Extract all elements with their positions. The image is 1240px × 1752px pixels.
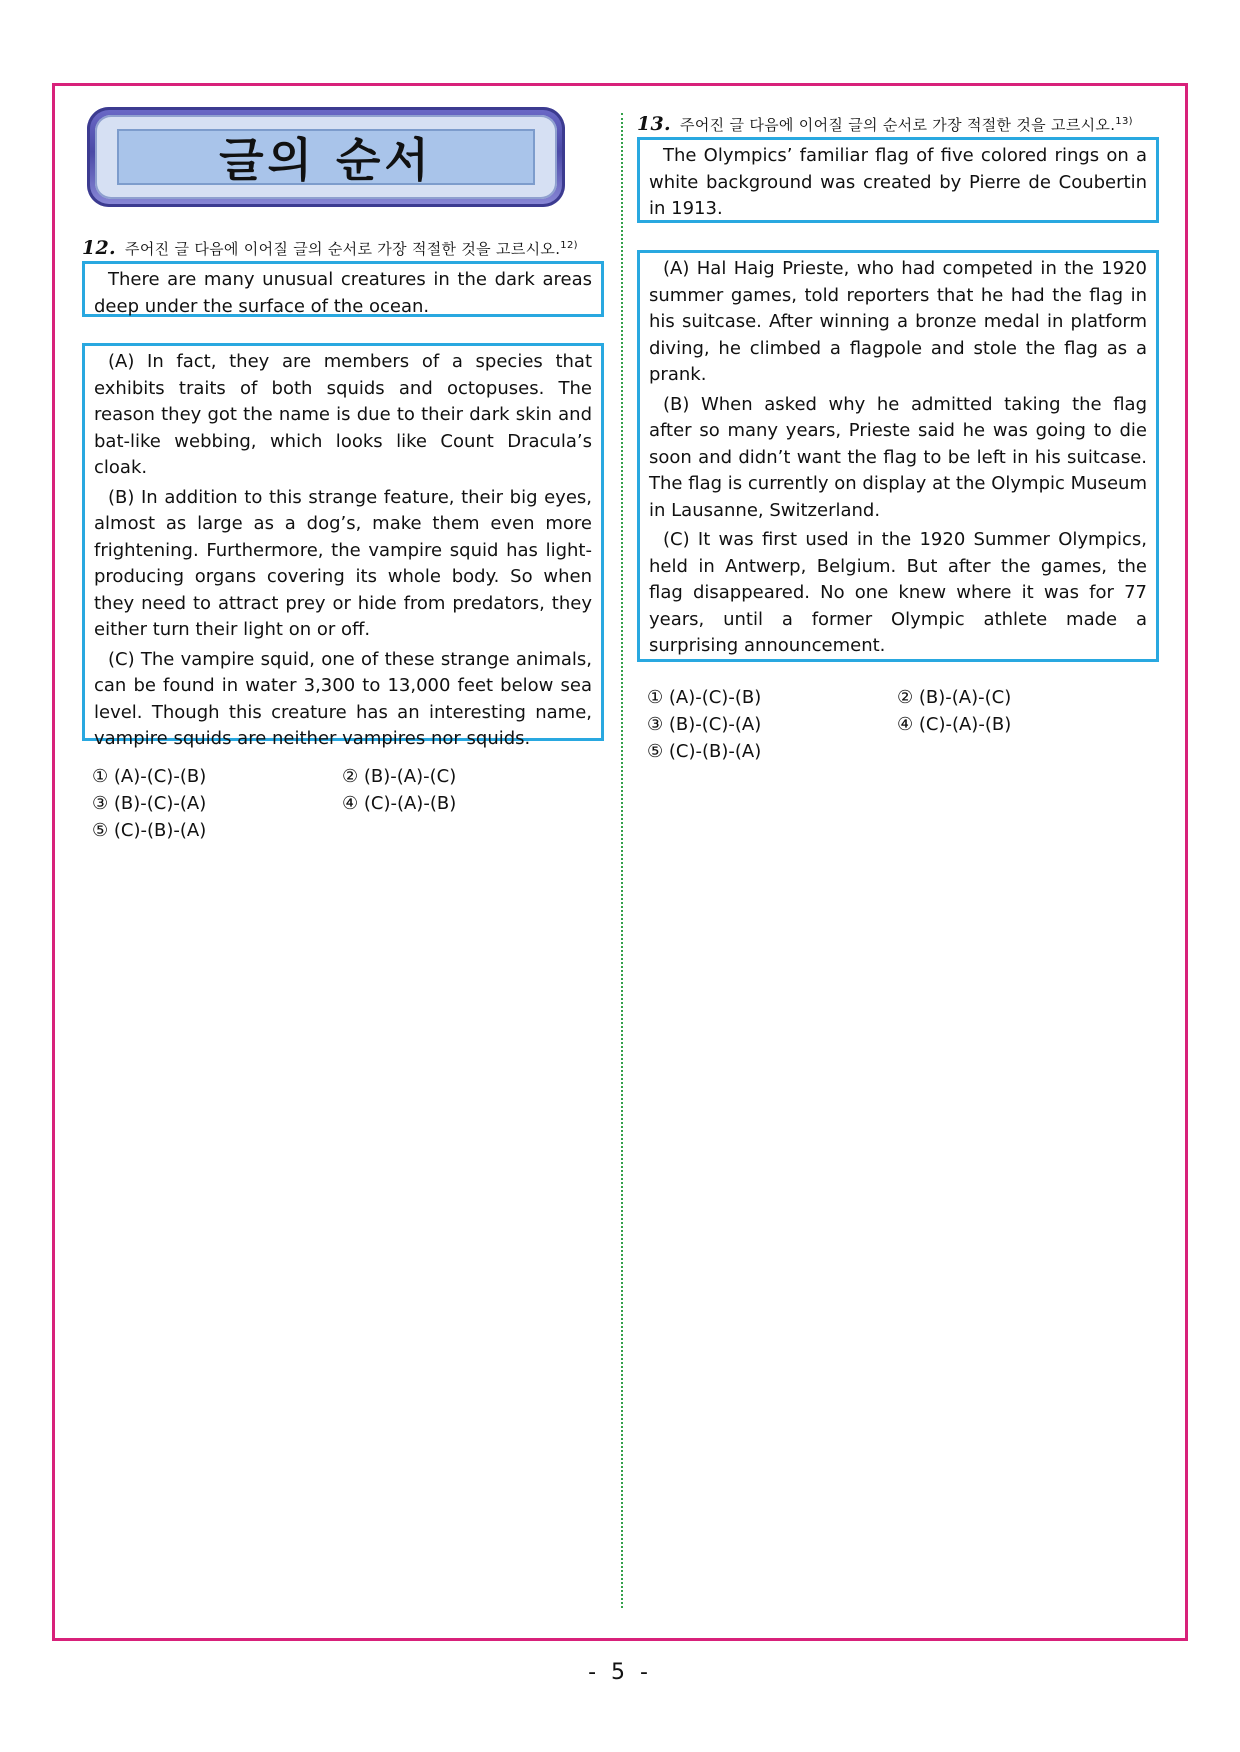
question-12-header bbox=[82, 237, 604, 259]
paragraphs-box bbox=[637, 250, 1159, 662]
footnote-marker: 12) bbox=[560, 240, 578, 251]
column-divider bbox=[621, 113, 623, 1608]
paragraph-a: (A) Hal Haig Prieste, who had competed in the 1920 summer games, told reporters that he had the flag in his suitcase. After winning a bronze medal in platform diving, he climbed a flagpole and stole the flag as a prank. bbox=[649, 258, 1147, 385]
section-title-banner bbox=[87, 107, 565, 207]
intro-passage-box bbox=[82, 261, 604, 317]
paragraph-c: (C) It was first used in the 1920 Summer Olympics, held in Antwerp, Belgium. But after the games, the flag disappeared. No one knew where it was for 77 years, until a former Olympic athlete made a surprising announcement. bbox=[649, 529, 1147, 656]
option-1[interactable]: ① (A)-(C)-(B) bbox=[647, 687, 762, 708]
paragraphs-box bbox=[82, 343, 604, 749]
option-5[interactable]: ⑤ (C)-(B)-(A) bbox=[647, 741, 762, 762]
question-13-header bbox=[637, 113, 1159, 135]
answer-options bbox=[92, 763, 604, 844]
page-number: - 5 - bbox=[588, 1660, 652, 1685]
page-title: 글의 순서 bbox=[219, 133, 433, 187]
option-2[interactable]: ② (B)-(A)-(C) bbox=[342, 766, 457, 787]
intro-passage: There are many unusual creatures in the dark areas deep under the surface of the ocean. bbox=[94, 269, 592, 317]
option-2[interactable]: ② (B)-(A)-(C) bbox=[897, 687, 1012, 708]
paragraph-c: (C) The vampire squid, one of these strange animals, can be found in water 3,300 to 13,000 feet below sea level. Though this creature has an interesting name, vampire squids are neither vampires nor squids. bbox=[94, 648, 592, 749]
option-3[interactable]: ③ (B)-(C)-(A) bbox=[647, 714, 762, 735]
left-column bbox=[82, 107, 604, 844]
intro-passage-box bbox=[637, 137, 1159, 223]
intro-passage: The Olympics’ familiar flag of five colored rings on a white background was created by Pierre de Coubertin in 1913. bbox=[649, 145, 1147, 219]
paragraph-b: (B) In addition to this strange feature, their big eyes, almost as large as a dog’s, make them even more frightening. Furthermore, the vampire squid has light-producing organs covering its whole body. So when they need to attract prey or hide from predators, they either turn their light on or off. bbox=[94, 486, 592, 640]
paragraph-b: (B) When asked why he admitted taking the flag after so many years, Prieste said he was going to die soon and didn’t want the flag to be left in his suitcase. The flag is currently on display at the Olympic Museum in Lausanne, Switzerland. bbox=[649, 393, 1147, 521]
option-3[interactable]: ③ (B)-(C)-(A) bbox=[92, 793, 207, 814]
question-instruction: 주어진 글 다음에 이어질 글의 순서로 가장 적절한 것을 고르시오. bbox=[680, 116, 1116, 134]
footnote-marker: 13) bbox=[1115, 116, 1133, 127]
option-4[interactable]: ④ (C)-(A)-(B) bbox=[342, 793, 457, 814]
right-column bbox=[637, 113, 1159, 765]
question-number: 13. bbox=[637, 113, 671, 135]
option-1[interactable]: ① (A)-(C)-(B) bbox=[92, 766, 207, 787]
option-4[interactable]: ④ (C)-(A)-(B) bbox=[897, 714, 1012, 735]
question-instruction: 주어진 글 다음에 이어질 글의 순서로 가장 적절한 것을 고르시오. bbox=[125, 240, 561, 258]
title-banner-frame bbox=[95, 115, 557, 199]
question-number: 12. bbox=[82, 237, 116, 259]
title-banner-inner bbox=[117, 129, 535, 185]
answer-options bbox=[647, 684, 1159, 765]
paragraph-a: (A) In fact, they are members of a species that exhibits traits of both squids and octopuses. The reason they got the name is due to their dark skin and bat-like webbing, which looks like Count Dracula’s cloak. bbox=[94, 351, 592, 478]
option-5[interactable]: ⑤ (C)-(B)-(A) bbox=[92, 820, 207, 841]
